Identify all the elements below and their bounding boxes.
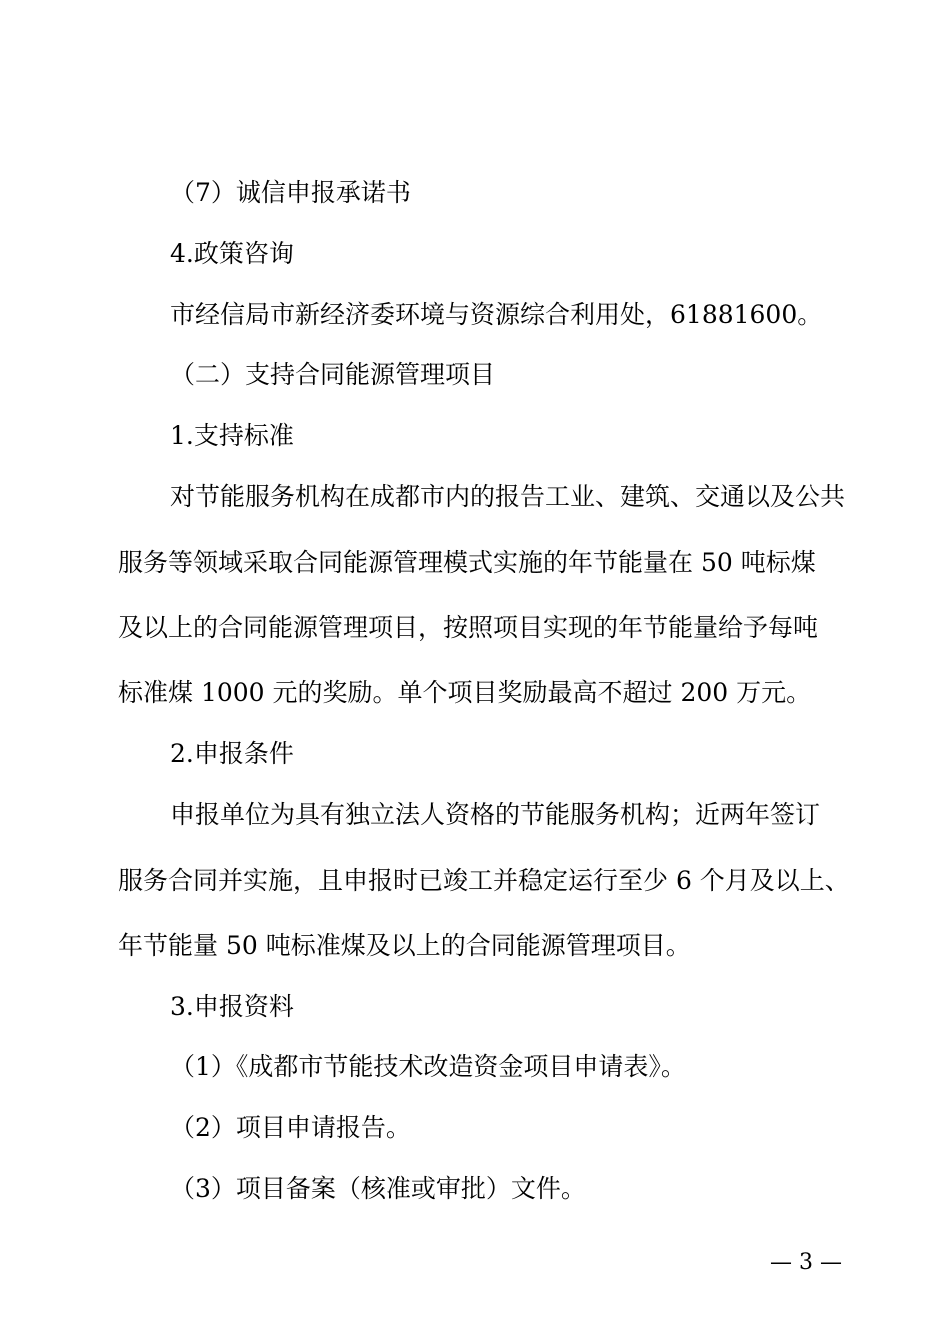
item-3-filing-documents: （3）项目备案（核准或审批）文件。 xyxy=(170,1174,586,1203)
heading-application-materials: 3.申报资料 xyxy=(170,992,294,1021)
heading-policy-consultation: 4.政策咨询 xyxy=(170,239,294,268)
paragraph-standard-line-1: 对节能服务机构在成都市内的报告工业、建筑、交通以及公共 xyxy=(170,482,846,511)
paragraph-conditions-line-1: 申报单位为具有独立法人资格的节能服务机构；近两年签订 xyxy=(170,800,821,829)
heading-support-standard: 1.支持标准 xyxy=(170,421,294,450)
heading-application-conditions: 2.申报条件 xyxy=(170,739,294,768)
page-number: — 3 — xyxy=(770,1250,842,1275)
paragraph-conditions-line-3: 年节能量 50 吨标准煤及以上的合同能源管理项目。 xyxy=(118,931,691,960)
paragraph-standard-line-2: 服务等领域采取合同能源管理模式实施的年节能量在 50 吨标煤 xyxy=(118,548,816,577)
section-heading-emc-projects: （二）支持合同能源管理项目 xyxy=(170,360,496,389)
item-2-project-report: （2）项目申请报告。 xyxy=(170,1113,411,1142)
item-7-integrity-pledge: （7）诚信申报承诺书 xyxy=(170,178,411,207)
paragraph-standard-line-4: 标准煤 1000 元的奖励。单个项目奖励最高不超过 200 万元。 xyxy=(118,678,812,707)
paragraph-standard-line-3: 及以上的合同能源管理项目，按照项目实现的年节能量给予每吨 xyxy=(118,613,819,642)
contact-info: 市经信局市新经济委环境与资源综合利用处，61881600。 xyxy=(170,300,823,329)
paragraph-conditions-line-2: 服务合同并实施，且申报时已竣工并稳定运行至少 6 个月及以上、 xyxy=(118,866,850,895)
item-1-application-form: （1）《成都市节能技术改造资金项目申请表》。 xyxy=(170,1052,686,1081)
